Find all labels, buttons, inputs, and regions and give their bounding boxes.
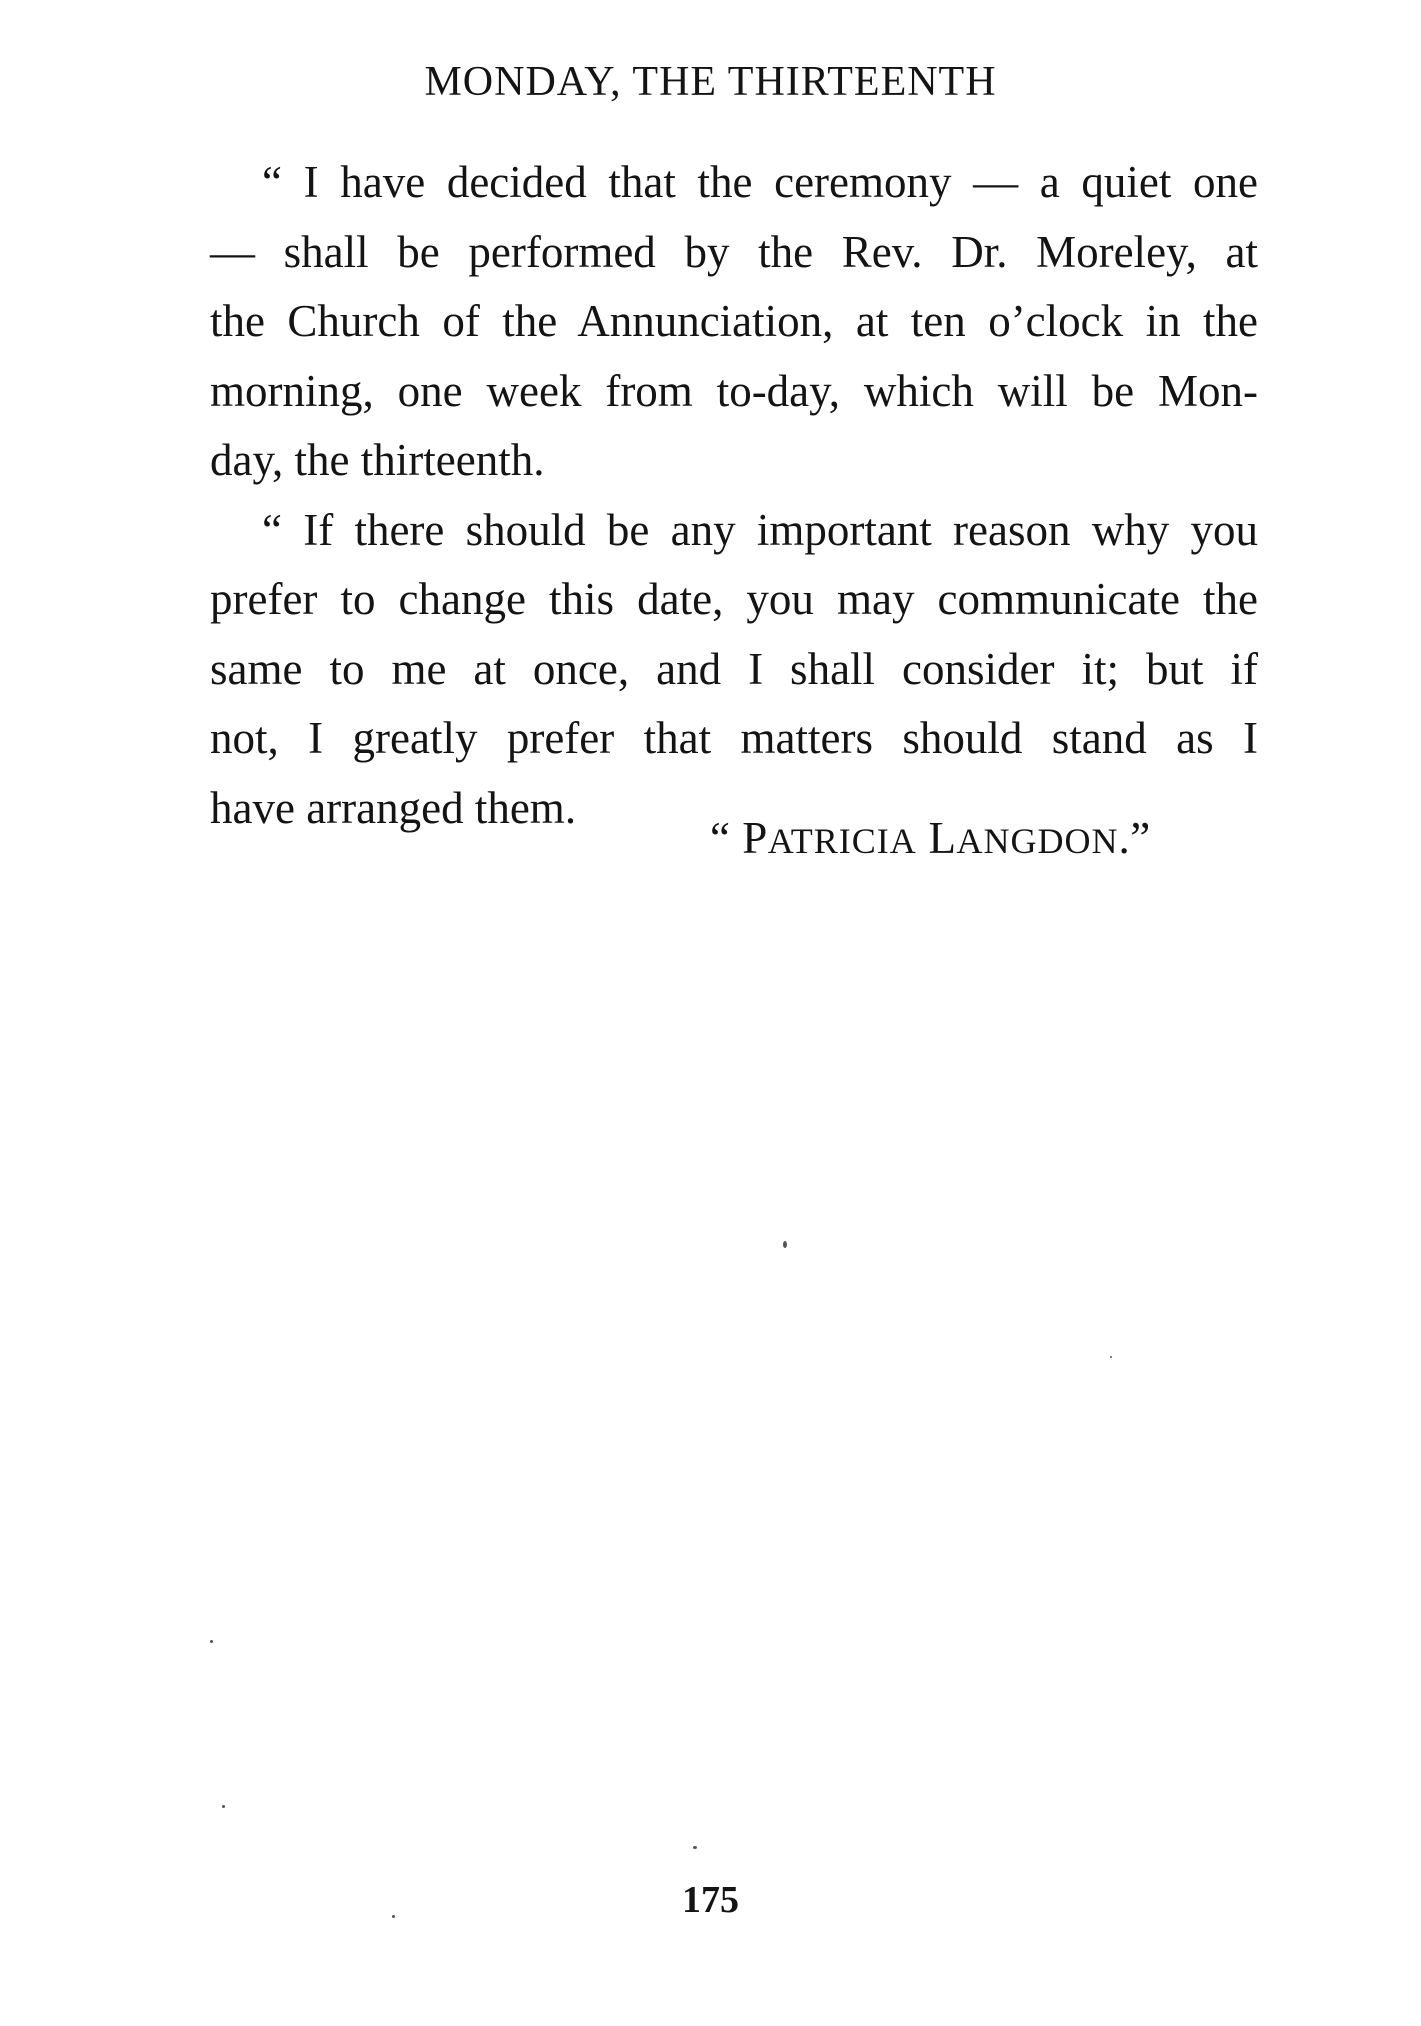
body-line: morning, one week from to-day, which will be Mon- [210,365,1258,416]
signature [710,812,1151,864]
page-number: 175 [682,1879,739,1921]
body-line: “ I have decided that the ceremony — a quiet one [262,157,1258,207]
scan-speck [222,1805,225,1808]
letter-body [210,148,1258,843]
signature-last-rest: ANGDON [956,821,1119,861]
signature-first-rest: ATRICIA [767,821,917,861]
scan-speck [1110,1356,1112,1358]
scan-speck [210,1640,213,1643]
body-line: not, I greatly prefer that matters should stand as I [210,713,1258,763]
body-line: — shall be performed by the Rev. Dr. Moreley, at [210,226,1258,277]
body-line: “ If there should be any important reason why you [262,504,1258,555]
signature-open-quote: “ [710,813,731,863]
signature-first-initial: P [742,813,768,863]
body-line: prefer to change this date, you may communicate the [210,574,1258,624]
running-head: MONDAY, THE THIRTEENTH [424,59,997,105]
body-line: the Church of the Annunciation, at ten o’clock in the [210,296,1258,346]
body-line: have arranged them. [210,782,577,833]
scan-speck [783,1241,787,1248]
scan-speck [392,1915,395,1918]
signature-close: .” [1118,813,1151,863]
scan-speck [693,1846,697,1849]
body-line: same to me at once, and I shall consider it; but if [210,643,1258,694]
signature-last-initial: L [928,813,957,863]
body-line: day, the thirteenth. [210,435,545,485]
